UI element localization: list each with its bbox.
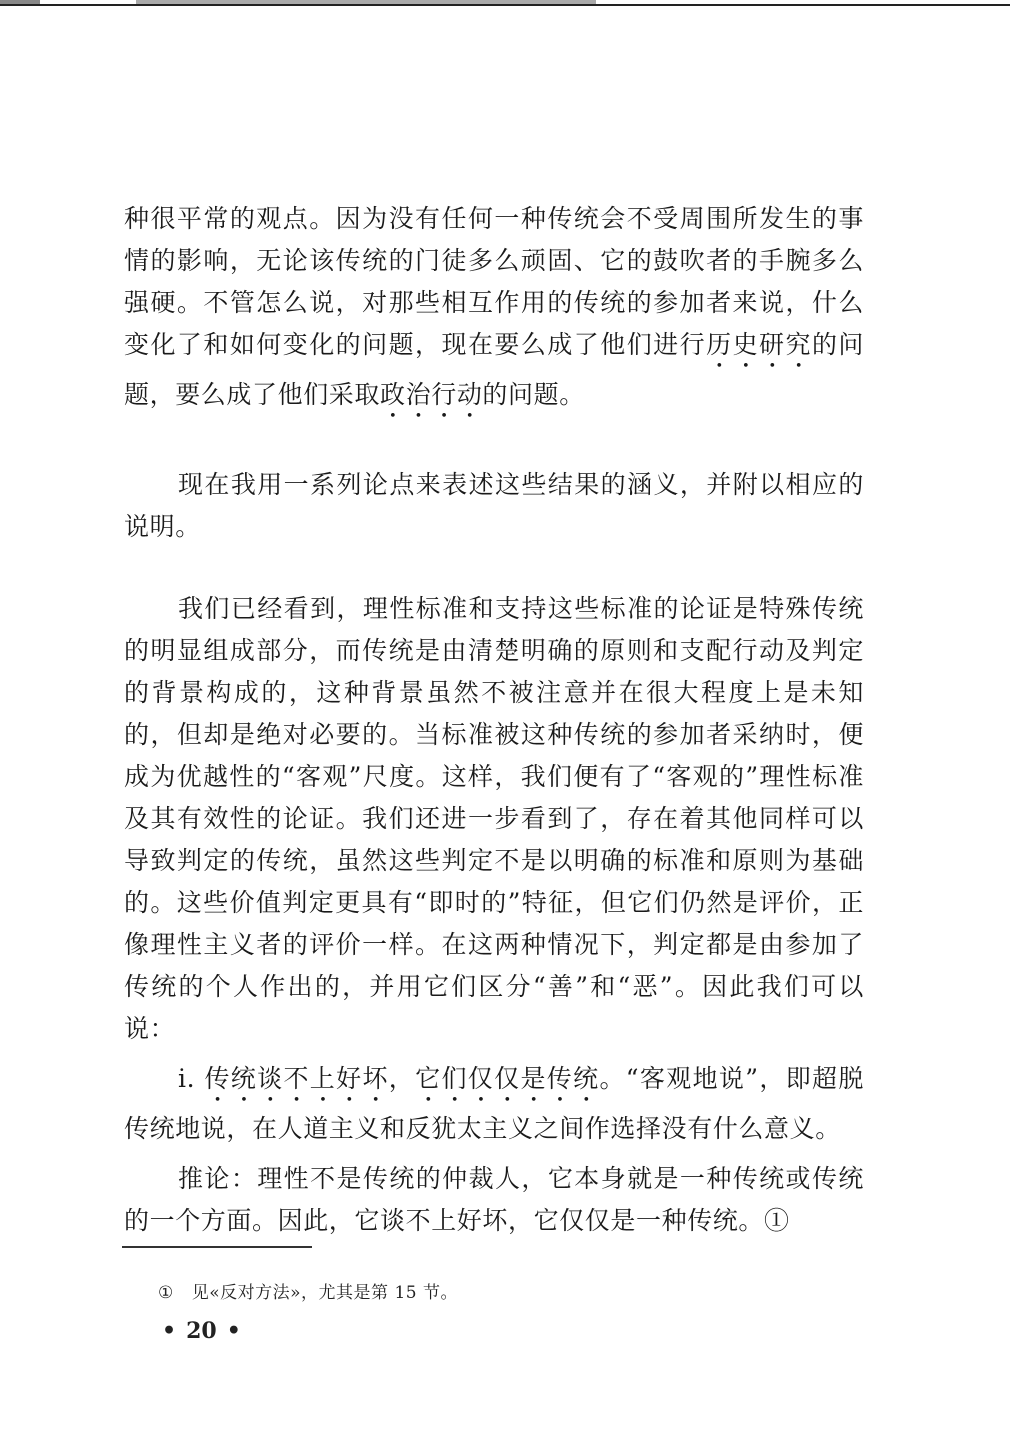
header-rule-segment [0,0,40,4]
page-number [152,1318,251,1344]
paragraph-text: 种很平常的观点。因为没有任何一种传统会不受周围所发生的事情的影响，无论该传统的门徒多么顽固、它的鼓吹者的手腕多么强硬。不管怎么说，对那些相互作用的传统的参加者来说，什么变化了和如何变化的问题，现在要么成了他们进行 [124,204,864,359]
footnote-divider [122,1246,312,1248]
page-body [124,198,864,1242]
thesis-item-i [124,1058,864,1150]
emphasis-text: 历史研究 [706,330,812,359]
emphasis-text: 传统谈不上好坏，它们仅仅是传统 [204,1064,600,1093]
page-number-bullet: • [162,1318,177,1344]
paragraph-text: 的问题。 [482,380,585,409]
paragraph-text: 。“客观地说”，即超脱传统地说，在人道主义和反犹太主义之间作选择没有什么意义。 [124,1064,864,1143]
paragraph-continuation [124,198,864,424]
emphasis-text: 政治行动 [380,380,483,409]
footnote [158,1278,458,1303]
header-rule-segment [136,0,596,4]
footnote-text: 见«反对方法»，尤其是第 15 节。 [191,1283,458,1303]
header-rule [0,0,1010,6]
paragraph-text: 的问题，要么成了他们采取 [124,330,865,409]
thesis-label: i. [178,1064,205,1093]
corollary-paragraph: 推论：理性不是传统的仲裁人，它本身就是一种传统或传统的一个方面。因此，它谈不上好坏，它仅仅是一种传统。① [124,1164,864,1235]
paragraph-argument: 我们已经看到，理性标准和支持这些标准的论证是特殊传统的明显组成部分，而传统是由清楚明确的原则和支配行动及判定的背景构成的，这种背景虽然不被注意并在很大程度上是未知的，但却是绝对必要的。当标准被这种传统的参加者采纳时，便成为优越性的“客观”尺度。这样，我们便有了“客观的”理性标准及其有效性的论证。我们还进一步看到了，存在着其他同样可以导致判定的传统，虽然这些判定不是以明确的标准和原则为基础的。这些价值判定更具有“即时的”特征，但它们仍然是评价，正像理性主义者的评价一样。在这两种情况下，判定都是由参加了传统的个人作出的，并用它们区分“善”和“恶”。因此我们可以说： [124,594,864,1043]
page-number-value: 20 [186,1318,217,1344]
paragraph-intro: 现在我用一系列论点来表述这些结果的涵义，并附以相应的说明。 [124,470,864,541]
page-number-bullet: • [226,1318,241,1344]
footnote-mark: ① [158,1283,174,1303]
